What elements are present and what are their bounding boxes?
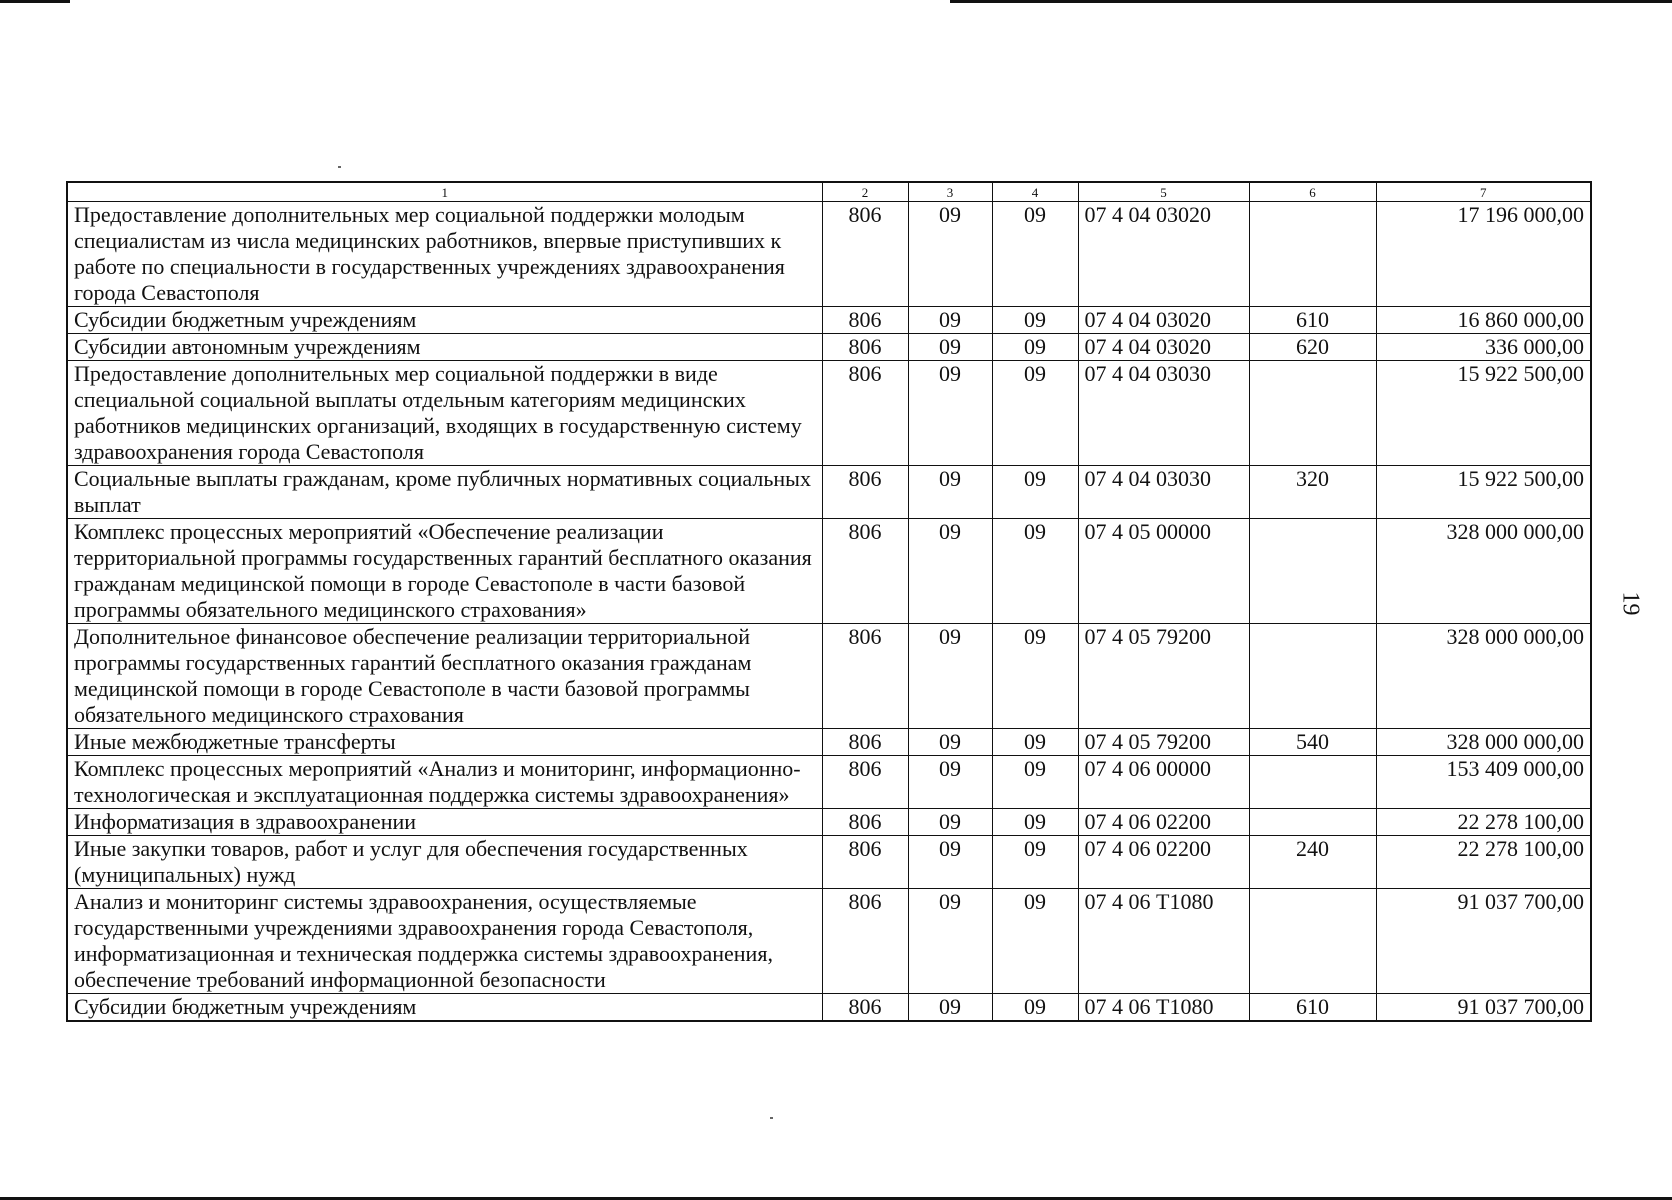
cell-amount: 328 000 000,00 [1376,624,1591,729]
cell-expense-type [1249,809,1376,836]
cell-amount: 91 037 700,00 [1376,889,1591,994]
cell-target-article: 07 4 04 03030 [1078,361,1249,466]
cell-amount: 15 922 500,00 [1376,361,1591,466]
cell-amount: 328 000 000,00 [1376,519,1591,624]
cell-expense-type: 240 [1249,836,1376,889]
cell-amount: 153 409 000,00 [1376,756,1591,809]
cell-amount: 91 037 700,00 [1376,994,1591,1022]
table-row [67,202,1591,307]
budget-table [66,181,1592,1022]
table-row [67,994,1591,1022]
cell-item-name: Комплекс процессных мероприятий «Обеспечение реализации территориальной программы государственных гарантий бесплатного оказания гражданам медицинской помощи в городе Севастополе в части базовой программы обязательного медицинского страхования» [67,519,822,624]
table-row [67,307,1591,334]
cell-section-code: 09 [908,361,992,466]
cell-target-article: 07 4 05 79200 [1078,624,1249,729]
cell-expense-type [1249,624,1376,729]
cell-subsection-code: 09 [992,756,1078,809]
cell-item-name: Субсидии бюджетным учреждениям [67,994,822,1022]
cell-target-article: 07 4 06 Т1080 [1078,889,1249,994]
cell-amount: 16 860 000,00 [1376,307,1591,334]
cell-section-code: 09 [908,729,992,756]
cell-item-name: Субсидии автономным учреждениям [67,334,822,361]
cell-amount: 336 000,00 [1376,334,1591,361]
cell-target-article: 07 4 06 00000 [1078,756,1249,809]
cell-grbs-code: 806 [822,624,908,729]
cell-subsection-code: 09 [992,307,1078,334]
cell-item-name: Иные межбюджетные трансферты [67,729,822,756]
cell-target-article: 07 4 04 03020 [1078,307,1249,334]
cell-subsection-code: 09 [992,624,1078,729]
cell-amount: 15 922 500,00 [1376,466,1591,519]
cell-expense-type: 320 [1249,466,1376,519]
column-number: 7 [1376,182,1591,202]
cell-subsection-code: 09 [992,519,1078,624]
cell-amount: 22 278 100,00 [1376,836,1591,889]
cell-target-article: 07 4 05 00000 [1078,519,1249,624]
cell-amount: 17 196 000,00 [1376,202,1591,307]
cell-expense-type: 540 [1249,729,1376,756]
cell-item-name: Комплекс процессных мероприятий «Анализ и мониторинг, информационно-технологическая и эксплуатационная поддержка системы здравоохранения» [67,756,822,809]
cell-target-article: 07 4 06 Т1080 [1078,994,1249,1022]
table-row [67,889,1591,994]
scan-speck [338,166,341,168]
table-row [67,466,1591,519]
cell-grbs-code: 806 [822,889,908,994]
cell-expense-type [1249,889,1376,994]
cell-item-name: Дополнительное финансовое обеспечение реализации территориальной программы государственных гарантий бесплатного оказания гражданам медицинской помощи в городе Севастополе в части базовой программы обязательного медицинского страхования [67,624,822,729]
cell-subsection-code: 09 [992,334,1078,361]
cell-section-code: 09 [908,756,992,809]
scan-speck [770,1117,773,1119]
cell-target-article: 07 4 05 79200 [1078,729,1249,756]
table-body [67,182,1591,1021]
table-row [67,729,1591,756]
column-number: 3 [908,182,992,202]
table-row [67,361,1591,466]
cell-item-name: Иные закупки товаров, работ и услуг для обеспечения государственных (муниципальных) нужд [67,836,822,889]
cell-expense-type [1249,361,1376,466]
cell-grbs-code: 806 [822,729,908,756]
cell-subsection-code: 09 [992,809,1078,836]
cell-item-name: Предоставление дополнительных мер социальной поддержки молодым специалистам из числа медицинских работников, впервые приступивших к работе по специальности в государственных учреждениях здравоохранения города Севастополя [67,202,822,307]
table-row [67,809,1591,836]
cell-section-code: 09 [908,334,992,361]
cell-subsection-code: 09 [992,729,1078,756]
cell-target-article: 07 4 06 02200 [1078,836,1249,889]
scan-border-top-right [950,0,1672,3]
cell-section-code: 09 [908,809,992,836]
cell-section-code: 09 [908,994,992,1022]
cell-subsection-code: 09 [992,361,1078,466]
cell-section-code: 09 [908,202,992,307]
table-row [67,334,1591,361]
cell-grbs-code: 806 [822,519,908,624]
column-number-row [67,182,1591,202]
cell-item-name: Предоставление дополнительных мер социальной поддержки в виде специальной социальной выплаты отдельным категориям медицинских работников медицинских организаций, входящих в государственную систему здравоохранения города Севастополя [67,361,822,466]
cell-target-article: 07 4 06 02200 [1078,809,1249,836]
table-row [67,836,1591,889]
cell-target-article: 07 4 04 03020 [1078,202,1249,307]
cell-grbs-code: 806 [822,466,908,519]
column-number: 6 [1249,182,1376,202]
table-row [67,756,1591,809]
cell-expense-type: 610 [1249,994,1376,1022]
column-number: 5 [1078,182,1249,202]
cell-subsection-code: 09 [992,466,1078,519]
cell-section-code: 09 [908,624,992,729]
cell-expense-type: 610 [1249,307,1376,334]
cell-expense-type: 620 [1249,334,1376,361]
column-number: 2 [822,182,908,202]
column-number: 4 [992,182,1078,202]
cell-grbs-code: 806 [822,307,908,334]
cell-amount: 22 278 100,00 [1376,809,1591,836]
cell-subsection-code: 09 [992,202,1078,307]
cell-grbs-code: 806 [822,809,908,836]
cell-section-code: 09 [908,889,992,994]
cell-item-name: Социальные выплаты гражданам, кроме публичных нормативных социальных выплат [67,466,822,519]
cell-grbs-code: 806 [822,361,908,466]
cell-target-article: 07 4 04 03020 [1078,334,1249,361]
cell-grbs-code: 806 [822,756,908,809]
cell-subsection-code: 09 [992,889,1078,994]
cell-grbs-code: 806 [822,202,908,307]
cell-expense-type [1249,756,1376,809]
cell-grbs-code: 806 [822,334,908,361]
cell-section-code: 09 [908,519,992,624]
cell-section-code: 09 [908,836,992,889]
cell-target-article: 07 4 04 03030 [1078,466,1249,519]
page-number: 19 [1617,591,1644,616]
cell-expense-type [1249,519,1376,624]
scan-border-top-left [0,0,70,3]
table-row [67,624,1591,729]
cell-item-name: Информатизация в здравоохранении [67,809,822,836]
cell-grbs-code: 806 [822,994,908,1022]
cell-grbs-code: 806 [822,836,908,889]
cell-subsection-code: 09 [992,836,1078,889]
cell-subsection-code: 09 [992,994,1078,1022]
cell-amount: 328 000 000,00 [1376,729,1591,756]
cell-item-name: Субсидии бюджетным учреждениям [67,307,822,334]
table-row [67,519,1591,624]
cell-section-code: 09 [908,307,992,334]
cell-expense-type [1249,202,1376,307]
cell-item-name: Анализ и мониторинг системы здравоохранения, осуществляемые государственными учреждениями здравоохранения города Севастополя, информатизационная и техническая поддержка системы здравоохранения, обеспечение требований информационной безопасности [67,889,822,994]
column-number: 1 [67,182,822,202]
cell-section-code: 09 [908,466,992,519]
